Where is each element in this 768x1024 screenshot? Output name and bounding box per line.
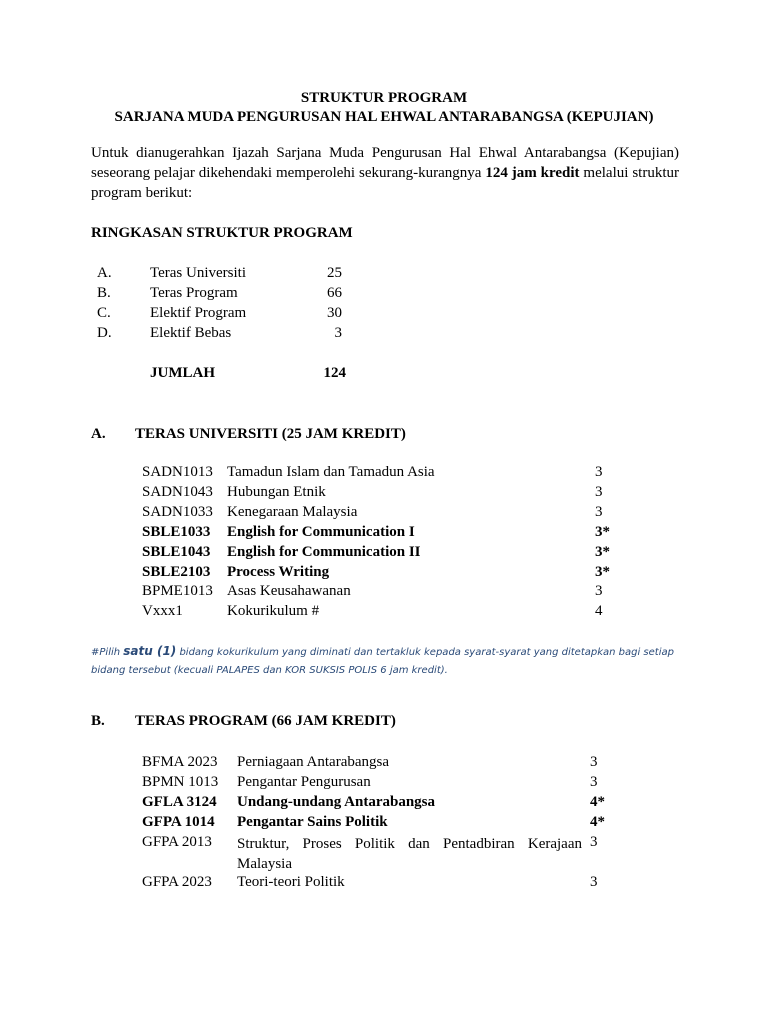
course-name: Struktur, Proses Politik dan Pentadbiran Kerajaan Malaysia (237, 836, 582, 872)
course-name: English for Communication I (227, 524, 415, 540)
course-name: Pengantar Pengurusan (237, 774, 371, 790)
note-text-rest: bidang kokurikulum yang diminati dan tertakluk kepada syarat-syarat yang ditetapkan bagi setiap bidang tersebut (kecuali PALAPES dan KOR SUKSIS POLIS 6 jam kredit). (91, 647, 674, 676)
course-credit: 3 (595, 504, 603, 520)
course-credit: 4* (590, 794, 605, 810)
course-name: Hubungan Etnik (227, 484, 326, 500)
summary-value: 3 (334, 325, 342, 341)
summary-name: Elektif Program (150, 305, 247, 321)
summary-value: 66 (327, 285, 342, 301)
note-text-start: #Pilih (91, 647, 124, 658)
intro-text-after: melalui struktur program berikut: (91, 165, 679, 201)
document-title: STRUKTUR PROGRAM (300, 90, 468, 106)
section-b-heading: TERAS PROGRAM (66 JAM KREDIT) (135, 713, 396, 729)
course-code: GFLA 3124 (142, 794, 217, 810)
course-code: Vxxx1 (142, 603, 183, 619)
intro-credit-requirement: 124 jam kredit (485, 165, 580, 181)
summary-total-value: 124 (323, 365, 346, 381)
summary-name: Elektif Bebas (150, 325, 232, 341)
course-credit: 3 (595, 464, 603, 480)
course-name: Process Writing (227, 564, 330, 580)
intro-paragraph (91, 143, 679, 203)
course-credit: 3 (595, 583, 603, 599)
course-name: Kokurikulum # (227, 603, 320, 619)
course-credit: 3* (595, 564, 610, 580)
course-code: GFPA 2023 (142, 874, 212, 890)
course-code: GFPA 2013 (142, 834, 212, 850)
course-code: SBLE1043 (142, 544, 211, 560)
course-credit: 3 (590, 754, 598, 770)
course-code: BFMA 2023 (142, 754, 218, 770)
summary-letter: D. (97, 325, 112, 341)
summary-letter: B. (97, 285, 111, 301)
course-code: SBLE1033 (142, 524, 211, 540)
summary-letter: A. (97, 265, 112, 281)
summary-value: 25 (327, 265, 342, 281)
section-a-heading: TERAS UNIVERSITI (25 JAM KREDIT) (135, 426, 406, 442)
course-name: Tamadun Islam dan Tamadun Asia (227, 464, 435, 480)
summary-value: 30 (327, 305, 342, 321)
course-credit: 3 (595, 484, 603, 500)
summary-letter: C. (97, 305, 111, 321)
course-code: SBLE2103 (142, 564, 211, 580)
course-credit: 3* (595, 544, 610, 560)
course-credit: 3 (590, 834, 598, 850)
intro-text-before: Untuk dianugerahkan Ijazah Sarjana Muda Pengurusan Hal Ehwal Antarabangsa (Kepujian) seseorang pelajar dikehendaki memperolehi sekurang-kurangnya (91, 145, 679, 181)
summary-name: Teras Universiti (150, 265, 247, 281)
course-credit: 4 (595, 603, 603, 619)
section-a-letter: A. (91, 426, 106, 442)
summary-total-label: JUMLAH (150, 365, 215, 381)
course-code: GFPA 1014 (142, 814, 215, 830)
course-name: Asas Keusahawanan (227, 583, 351, 599)
course-name: Teori-teori Politik (237, 874, 345, 890)
course-code: SADN1013 (142, 464, 213, 480)
course-name: Perniagaan Antarabangsa (237, 754, 390, 770)
course-name: Undang-undang Antarabangsa (237, 794, 435, 810)
course-credit: 3 (590, 774, 598, 790)
course-code: SADN1043 (142, 484, 213, 500)
document-subtitle: SARJANA MUDA PENGURUSAN HAL EHWAL ANTARABANGSA (KEPUJIAN) (114, 109, 654, 125)
course-credit: 4* (590, 814, 605, 830)
summary-name: Teras Program (150, 285, 238, 301)
cocurriculum-note (91, 642, 681, 680)
course-code: SADN1033 (142, 504, 213, 520)
course-name: Kenegaraan Malaysia (227, 504, 358, 520)
course-code: BPME1013 (142, 583, 213, 599)
course-credit: 3 (590, 874, 598, 890)
summary-heading: RINGKASAN STRUKTUR PROGRAM (91, 225, 353, 241)
section-b-letter: B. (91, 713, 105, 729)
course-name: English for Communication II (227, 544, 421, 560)
course-name: Pengantar Sains Politik (237, 814, 388, 830)
course-code: BPMN 1013 (142, 774, 219, 790)
course-credit: 3* (595, 524, 610, 540)
note-highlight: satu (1) (123, 644, 177, 658)
